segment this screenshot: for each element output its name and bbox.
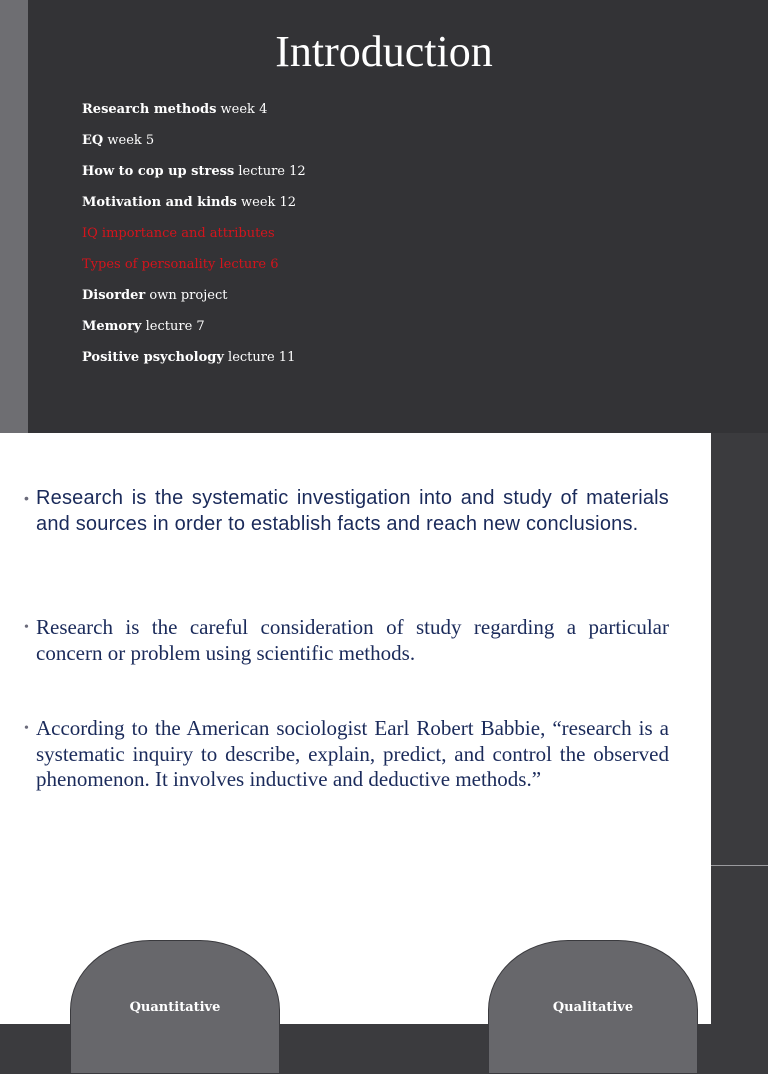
topic-bold: Motivation and kinds [82,195,237,210]
topic-item [82,284,306,315]
intro-slide [0,0,768,433]
definition-bullet [24,486,669,537]
definition-slide [0,433,711,1024]
topic-item-highlighted [82,253,306,284]
slide-title: Introduction [275,27,493,76]
topic-rest: week 5 [103,133,155,148]
topic-rest: IQ importance and attributes [82,226,275,241]
definition-bullet [24,716,669,793]
topic-item [82,98,306,129]
bullet-text: Research is the systematic investigation into and study of materials and sources in order to establish facts and reach new conclusions. [36,487,669,535]
topic-bold: Research methods [82,102,217,117]
bullet-dot-icon: • [24,721,29,736]
topic-rest: own project [145,288,228,303]
topic-list [82,98,306,377]
topic-item-highlighted [82,222,306,253]
topic-rest: Types of personality lecture 6 [82,257,279,272]
slide-edge-strip [711,433,768,1024]
topic-bold: Disorder [82,288,146,303]
bullet-text: Research is the careful consideration of study regarding a particular concern or problem using scientific methods. [36,615,669,665]
qualitative-shape [488,940,698,1074]
qualitative-label: Qualitative [552,1000,634,1015]
topic-bold: How to cop up stress [82,164,235,179]
topic-bold: EQ [82,133,104,148]
definition-bullet [24,615,669,666]
topic-item [82,315,306,346]
topic-item [82,191,306,222]
slide-edge-divider [711,865,768,866]
bullet-dot-icon: • [24,490,30,506]
topic-rest: lecture 11 [223,350,296,365]
topic-rest: week 4 [216,102,268,117]
topic-rest: week 12 [236,195,297,210]
topic-item [82,346,306,377]
quantitative-shape [70,940,280,1074]
quantitative-label: Quantitative [129,1000,221,1015]
bullet-text: According to the American sociologist Earl Robert Babbie, “research is a systematic inquiry to describe, explain, predict, and control the observed phenomenon. It involves inductive and deductive methods.” [36,716,669,791]
topic-bold: Positive psychology [82,350,224,365]
topic-bold: Memory [82,319,142,334]
bullet-dot-icon: • [24,620,29,635]
topic-item [82,129,306,160]
topic-rest: lecture 12 [234,164,306,179]
topic-rest: lecture 7 [141,319,205,334]
topic-item [82,160,306,191]
